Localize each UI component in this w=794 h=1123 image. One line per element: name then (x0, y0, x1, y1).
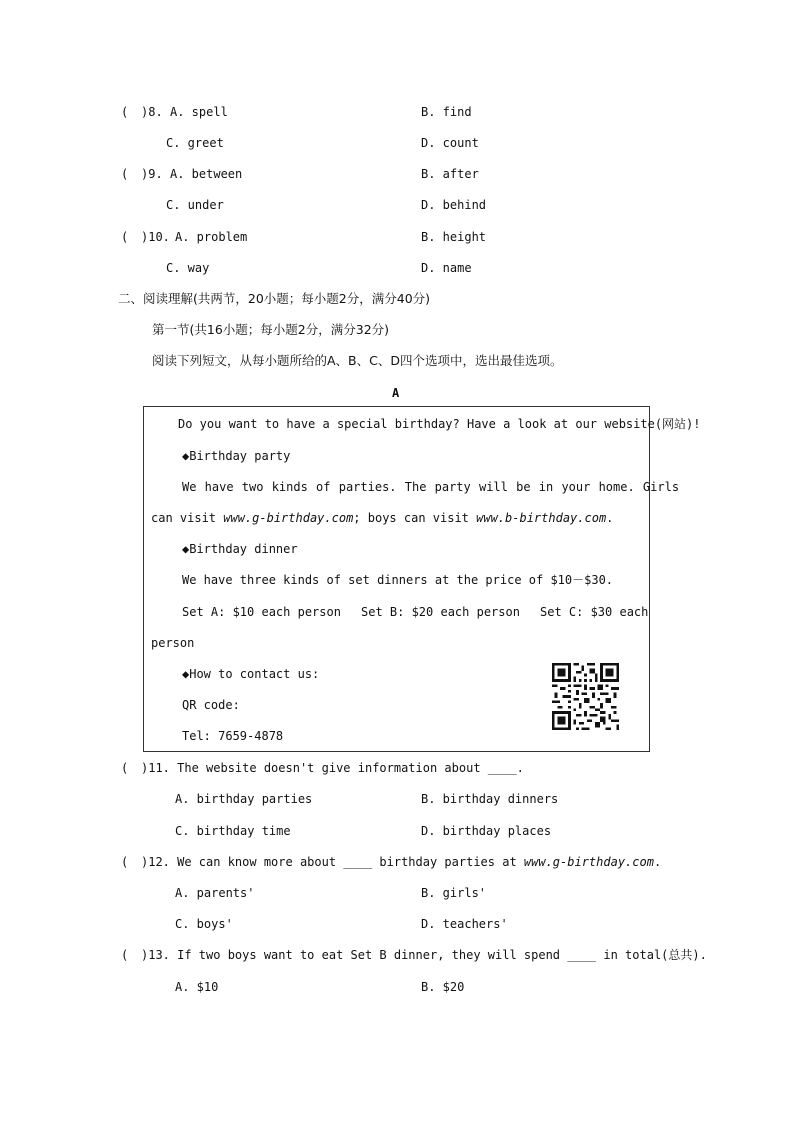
instruction-text: 阅读下列短文，从每小题所给的A、B、C、D四个选项中，选出最佳选项。 (152, 353, 563, 368)
question-12-stem (141, 854, 661, 870)
option-a: A. parents' (175, 886, 255, 900)
option-c: C. under (166, 198, 224, 212)
girls-website-link: www.g-birthday.com (223, 511, 354, 525)
text-fragment: )12. We can know more about ____ birthday parties at (141, 855, 524, 869)
answer-bracket: ( (121, 105, 129, 119)
option-c: C. birthday time (175, 824, 291, 838)
option-d: D. name (421, 261, 472, 275)
question-number: )8. (141, 105, 163, 119)
option-a: A. birthday parties (175, 792, 313, 806)
question-13-stem: )13. If two boys want to eat Set B dinner, they will spend ____ in total(总共). (141, 948, 707, 962)
telephone: Tel: 7659-4878 (182, 729, 284, 743)
party-heading: ◆Birthday party (182, 449, 291, 463)
dinner-text: We have three kinds of set dinners at the price of $10－$30. (182, 573, 614, 587)
answer-bracket: ( (121, 230, 129, 244)
qr-code-image (552, 663, 619, 730)
passage-intro: Do you want to have a special birthday? Have a look at our website(网站)! (178, 417, 701, 431)
boys-website-link: www.b-birthday.com (476, 511, 607, 525)
party-text-cont (151, 510, 613, 526)
text-fragment: . (606, 511, 614, 525)
set-c-price-cont: person (151, 636, 195, 650)
answer-bracket: ( (121, 167, 129, 181)
option-a: A. problem (175, 230, 248, 244)
answer-bracket: ( (121, 855, 129, 869)
set-b-price: Set B: $20 each person (361, 605, 520, 619)
answer-bracket: ( (121, 761, 129, 775)
section-title: 第一节(共16小题；每小题2分，满分32分) (152, 322, 390, 337)
option-d: D. teachers' (421, 917, 508, 931)
dinner-heading: ◆Birthday dinner (182, 542, 298, 556)
contact-heading: ◆How to contact us: (182, 667, 320, 681)
option-c: C. greet (166, 136, 224, 150)
option-a: A. between (170, 167, 243, 181)
answer-bracket: ( (121, 948, 129, 962)
text-fragment: . (653, 855, 662, 869)
passage-label: A (392, 386, 400, 400)
option-b: B. height (421, 230, 487, 244)
set-c-price: Set C: $30 each (540, 605, 649, 619)
option-c: C. way (166, 261, 210, 275)
option-d: D. behind (421, 198, 487, 212)
set-a-price: Set A: $10 each person (182, 605, 341, 619)
girls-website-link: www.g-birthday.com (523, 855, 654, 869)
text-fragment: ; boys can visit (353, 511, 477, 525)
text-fragment: can visit (151, 511, 224, 525)
option-c: C. boys' (175, 917, 233, 931)
question-11-stem: )11. The website doesn't give information about ____. (141, 761, 524, 775)
option-d: D. count (421, 136, 479, 150)
question-number: )9. (141, 167, 163, 181)
option-b: B. birthday dinners (421, 792, 559, 806)
party-text: We have two kinds of parties. The party will be in your home. Girls (182, 480, 680, 494)
option-a: A. $10 (175, 980, 219, 994)
option-b: B. $20 (421, 980, 465, 994)
part-heading: 二、阅读理解(共两节，20小题；每小题2分，满分40分) (118, 291, 431, 306)
option-a: A. spell (170, 105, 228, 119)
qr-label: QR code: (182, 698, 240, 712)
option-b: B. find (421, 105, 472, 119)
option-d: D. birthday places (421, 824, 552, 838)
question-number: )10. (141, 230, 170, 244)
option-b: B. after (421, 167, 479, 181)
option-b: B. girls' (421, 886, 487, 900)
